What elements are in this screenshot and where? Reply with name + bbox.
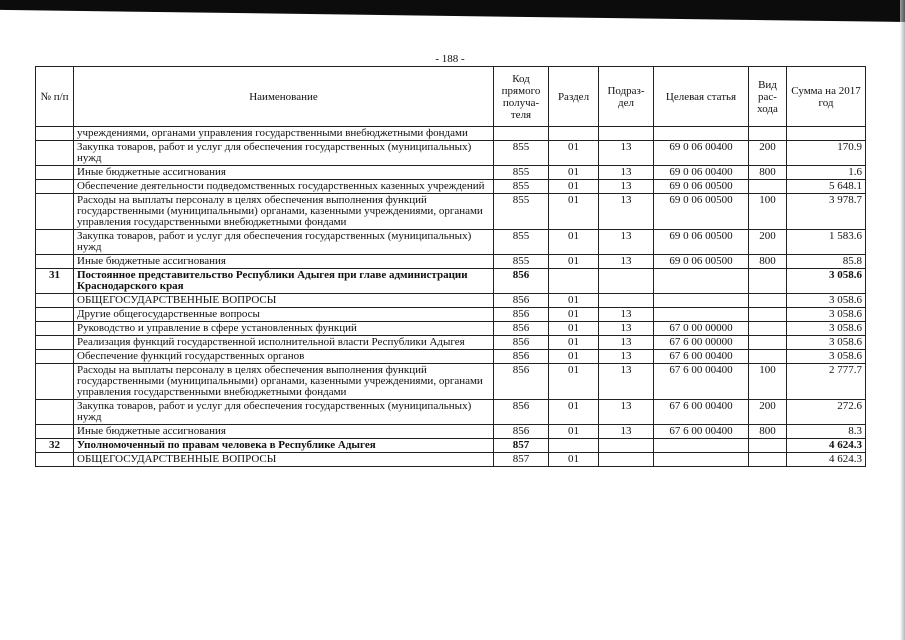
- row-section: 01: [549, 350, 599, 364]
- table-row: [36, 322, 866, 336]
- row-number: [36, 180, 74, 194]
- row-section: 01: [549, 294, 599, 308]
- row-amount: 1.6: [787, 166, 866, 180]
- row-code: 856: [494, 336, 549, 350]
- row-kind: [749, 350, 787, 364]
- row-section: 01: [549, 336, 599, 350]
- table-row: [36, 336, 866, 350]
- row-code: 855: [494, 194, 549, 230]
- row-code: 856: [494, 294, 549, 308]
- row-target: [654, 294, 749, 308]
- row-section: [549, 439, 599, 453]
- row-amount: [787, 127, 866, 141]
- row-code: 856: [494, 425, 549, 439]
- row-name: Иные бюджетные ассигнования: [74, 425, 494, 439]
- row-number: 32: [36, 439, 74, 453]
- row-name: Закупка товаров, работ и услуг для обеспечения государственных (муниципальных) нужд: [74, 230, 494, 255]
- table-row: [36, 425, 866, 439]
- row-section: 01: [549, 255, 599, 269]
- row-number: [36, 453, 74, 467]
- row-kind: [749, 308, 787, 322]
- table-row: [36, 166, 866, 180]
- table-row: [36, 308, 866, 322]
- row-section: 01: [549, 141, 599, 166]
- row-code: 856: [494, 400, 549, 425]
- row-target: 67 6 00 00400: [654, 425, 749, 439]
- row-section: 01: [549, 453, 599, 467]
- table-row: [36, 350, 866, 364]
- header-subsection: Подраз-дел: [599, 67, 654, 127]
- row-name: Закупка товаров, работ и услуг для обеспечения государственных (муниципальных) нужд: [74, 141, 494, 166]
- row-target: 69 0 06 00400: [654, 141, 749, 166]
- row-subsection: 13: [599, 166, 654, 180]
- row-section: 01: [549, 166, 599, 180]
- row-code: 855: [494, 166, 549, 180]
- row-name: Руководство и управление в сфере установленных функций: [74, 322, 494, 336]
- row-number: [36, 255, 74, 269]
- row-kind: [749, 180, 787, 194]
- table-row: [36, 269, 866, 294]
- row-number: [36, 322, 74, 336]
- row-code: 856: [494, 308, 549, 322]
- row-target: 67 6 00 00400: [654, 364, 749, 400]
- row-kind: 200: [749, 400, 787, 425]
- row-target: 69 0 06 00500: [654, 230, 749, 255]
- row-name: ОБЩЕГОСУДАРСТВЕННЫЕ ВОПРОСЫ: [74, 294, 494, 308]
- row-subsection: 13: [599, 308, 654, 322]
- header-code: Код прямого получа-теля: [494, 67, 549, 127]
- row-amount: 8.3: [787, 425, 866, 439]
- row-amount: 4 624.3: [787, 439, 866, 453]
- row-amount: 85.8: [787, 255, 866, 269]
- row-number: [36, 230, 74, 255]
- row-section: 01: [549, 180, 599, 194]
- table-row: [36, 127, 866, 141]
- row-subsection: 13: [599, 180, 654, 194]
- row-section: 01: [549, 364, 599, 400]
- row-number: [36, 194, 74, 230]
- row-section: [549, 269, 599, 294]
- table-row: [36, 400, 866, 425]
- row-number: [36, 127, 74, 141]
- header-target: Целевая статья: [654, 67, 749, 127]
- table-header: [36, 67, 866, 127]
- row-name: Реализация функций государственной исполнительной власти Республики Адыгея: [74, 336, 494, 350]
- row-subsection: 13: [599, 364, 654, 400]
- row-target: 69 0 06 00500: [654, 194, 749, 230]
- row-code: 856: [494, 350, 549, 364]
- row-name: ОБЩЕГОСУДАРСТВЕННЫЕ ВОПРОСЫ: [74, 453, 494, 467]
- row-subsection: [599, 453, 654, 467]
- row-code: 855: [494, 141, 549, 166]
- row-kind: 800: [749, 255, 787, 269]
- row-code: 856: [494, 269, 549, 294]
- row-target: 67 0 00 00000: [654, 322, 749, 336]
- row-amount: 3 978.7: [787, 194, 866, 230]
- table-row: [36, 141, 866, 166]
- row-number: [36, 308, 74, 322]
- row-amount: 170.9: [787, 141, 866, 166]
- row-section: 01: [549, 194, 599, 230]
- row-kind: [749, 294, 787, 308]
- row-code: 856: [494, 364, 549, 400]
- row-section: 01: [549, 230, 599, 255]
- row-code: 855: [494, 180, 549, 194]
- row-number: 31: [36, 269, 74, 294]
- row-amount: 3 058.6: [787, 294, 866, 308]
- row-amount: 1 583.6: [787, 230, 866, 255]
- row-amount: 3 058.6: [787, 308, 866, 322]
- row-target: 67 6 00 00400: [654, 350, 749, 364]
- table-row: [36, 453, 866, 467]
- row-subsection: 13: [599, 141, 654, 166]
- row-target: 69 0 06 00500: [654, 180, 749, 194]
- row-kind: 100: [749, 194, 787, 230]
- row-name: Иные бюджетные ассигнования: [74, 255, 494, 269]
- row-subsection: 13: [599, 230, 654, 255]
- row-kind: 100: [749, 364, 787, 400]
- row-kind: [749, 269, 787, 294]
- row-target: 69 0 06 00400: [654, 166, 749, 180]
- row-name: Уполномоченный по правам человека в Республике Адыгея: [74, 439, 494, 453]
- table-row: [36, 294, 866, 308]
- row-name: Обеспечение деятельности подведомственных государственных казенных учреждений: [74, 180, 494, 194]
- row-target: 67 6 00 00400: [654, 400, 749, 425]
- row-subsection: [599, 127, 654, 141]
- row-amount: 4 624.3: [787, 453, 866, 467]
- row-subsection: 13: [599, 194, 654, 230]
- header-kind: Вид рас-хода: [749, 67, 787, 127]
- page-number: - 188 -: [435, 53, 465, 65]
- row-number: [36, 141, 74, 166]
- row-amount: 272.6: [787, 400, 866, 425]
- table-row: [36, 364, 866, 400]
- row-amount: 3 058.6: [787, 322, 866, 336]
- scan-edge-top: [0, 0, 905, 22]
- row-kind: 800: [749, 425, 787, 439]
- row-section: 01: [549, 425, 599, 439]
- row-amount: 3 058.6: [787, 350, 866, 364]
- row-kind: [749, 127, 787, 141]
- row-amount: 5 648.1: [787, 180, 866, 194]
- row-number: [36, 166, 74, 180]
- budget-table: [35, 66, 866, 467]
- table-row: [36, 194, 866, 230]
- row-number: [36, 425, 74, 439]
- table-body: [36, 127, 866, 467]
- row-code: 855: [494, 255, 549, 269]
- table-row: [36, 180, 866, 194]
- row-number: [36, 400, 74, 425]
- row-target: [654, 453, 749, 467]
- row-target: [654, 269, 749, 294]
- row-code: [494, 127, 549, 141]
- row-code: 857: [494, 453, 549, 467]
- row-number: [36, 364, 74, 400]
- row-kind: [749, 322, 787, 336]
- row-kind: [749, 439, 787, 453]
- row-kind: [749, 453, 787, 467]
- row-section: 01: [549, 322, 599, 336]
- row-name: учреждениями, органами управления государственными внебюджетными фондами: [74, 127, 494, 141]
- row-amount: 3 058.6: [787, 336, 866, 350]
- row-subsection: 13: [599, 400, 654, 425]
- header-section: Раздел: [549, 67, 599, 127]
- row-target: 67 6 00 00000: [654, 336, 749, 350]
- row-code: 855: [494, 230, 549, 255]
- row-target: [654, 308, 749, 322]
- row-amount: 2 777.7: [787, 364, 866, 400]
- table-row: [36, 439, 866, 453]
- row-number: [36, 294, 74, 308]
- row-name: Расходы на выплаты персоналу в целях обеспечения выполнения функций государственными (муниципальными) органами, казенными учреждениями, органами управления государственными внебюджетными фондами: [74, 364, 494, 400]
- row-name: Закупка товаров, работ и услуг для обеспечения государственных (муниципальных) нужд: [74, 400, 494, 425]
- row-code: 856: [494, 322, 549, 336]
- row-subsection: [599, 294, 654, 308]
- row-subsection: [599, 439, 654, 453]
- row-section: [549, 127, 599, 141]
- row-code: 857: [494, 439, 549, 453]
- row-target: 69 0 06 00500: [654, 255, 749, 269]
- row-name: Обеспечение функций государственных органов: [74, 350, 494, 364]
- row-name: Иные бюджетные ассигнования: [74, 166, 494, 180]
- header-num: № п/п: [36, 67, 74, 127]
- row-kind: [749, 336, 787, 350]
- row-target: [654, 439, 749, 453]
- row-amount: 3 058.6: [787, 269, 866, 294]
- row-kind: 800: [749, 166, 787, 180]
- table-row: [36, 230, 866, 255]
- row-number: [36, 350, 74, 364]
- header-amount: Сумма на 2017 год: [787, 67, 866, 127]
- row-number: [36, 336, 74, 350]
- row-subsection: 13: [599, 350, 654, 364]
- row-name: Постоянное представительство Республики Адыгея при главе администрации Краснодарского края: [74, 269, 494, 294]
- row-subsection: 13: [599, 336, 654, 350]
- row-subsection: 13: [599, 425, 654, 439]
- row-target: [654, 127, 749, 141]
- scan-edge-right: [900, 0, 905, 640]
- row-subsection: 13: [599, 322, 654, 336]
- row-section: 01: [549, 308, 599, 322]
- header-name: Наименование: [74, 67, 494, 127]
- row-subsection: [599, 269, 654, 294]
- row-subsection: 13: [599, 255, 654, 269]
- row-name: Другие общегосударственные вопросы: [74, 308, 494, 322]
- row-kind: 200: [749, 230, 787, 255]
- row-section: 01: [549, 400, 599, 425]
- table-row: [36, 255, 866, 269]
- row-kind: 200: [749, 141, 787, 166]
- row-name: Расходы на выплаты персоналу в целях обеспечения выполнения функций государственными (муниципальными) органами, казенными учреждениями, органами управления государственными внебюджетными фондами: [74, 194, 494, 230]
